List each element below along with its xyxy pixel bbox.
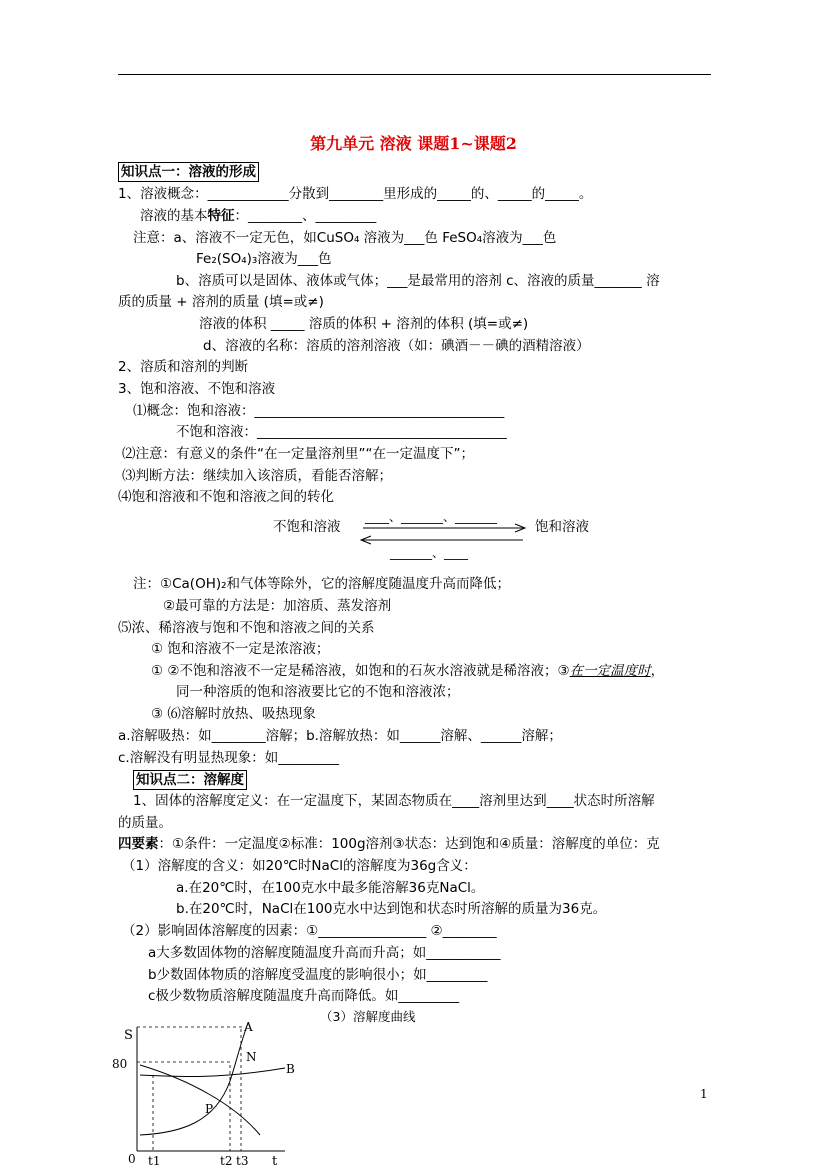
text-line: b.在20℃时，NaCl在100克水中达到饱和状态时所溶解的质量为36克。 [176, 901, 607, 917]
page-number: 1 [700, 1087, 708, 1101]
text-line: a.在20℃时，在100克水中最多能溶解36克NaCl。 [176, 880, 485, 896]
bottom-blanks: _______、____ [390, 546, 469, 560]
x-tick-t2: t2 [220, 1154, 233, 1168]
section-heading-1: 知识点一：溶液的形成 [118, 162, 259, 182]
text-line: 1、溶液概念：____________分散到________里形成的_____的、_____的_____。 [118, 186, 593, 202]
text-line: ⑸浓、稀溶液与饱和不饱和溶液之间的关系 [118, 620, 375, 636]
text-line: （3）溶解度曲线 [320, 1009, 416, 1024]
text-line: ⑶判断方法：继续加入该溶质，看能否溶解； [122, 468, 392, 484]
text-line: Fe₂(SO₄)₃溶液为___色 [196, 251, 332, 267]
text-line: a.溶解吸热：如________溶解；b.溶解放热：如______溶解、______溶解； [118, 728, 562, 744]
curve-label-n: N [246, 1050, 257, 1064]
text-line: ⑷饱和溶液和不饱和溶液之间的转化 [118, 489, 334, 505]
text-line: ⑵注意：有意义的条件“在一定量溶剂里”“在一定温度下”； [122, 446, 474, 462]
text-line: 3、饱和溶液、不饱和溶液 [118, 381, 276, 397]
text-line: 2、溶质和溶剂的判断 [118, 359, 249, 375]
text-line: ① 饱和溶液不一定是浓溶液； [151, 641, 330, 657]
curve-label-b: B [286, 1062, 295, 1076]
text-line: 溶液的基本特征：________、_________ [140, 208, 377, 224]
text-line: 1、固体的溶解度定义：在一定温度下，某固态物质在____溶剂里达到____状态时所溶解 [133, 793, 655, 809]
text-line: 不饱和溶液：_____________________________________ [176, 424, 507, 440]
header-rule [118, 74, 711, 75]
page-title: 第九单元 溶液 课题1~课题2 [310, 134, 517, 153]
solubility-curve-graph [110, 1015, 310, 1170]
text-line: ① ②不饱和溶液不一定是稀溶液，如饱和的石灰水溶液就是稀溶液；③在一定温度时， [151, 663, 665, 679]
text-line: ⑴概念：饱和溶液：_____________________________________ [133, 403, 505, 419]
y-tick-80: 80 [112, 1057, 128, 1071]
text-line: ②最可靠的方法是：加溶质、蒸发溶剂 [163, 598, 392, 614]
origin-label: 0 [128, 1152, 136, 1166]
saturated-label: 饱和溶液 [535, 519, 589, 535]
text-line: a大多数固体物的溶解度随温度升高而升高；如___________ [148, 945, 501, 961]
y-axis-label: S [124, 1028, 133, 1043]
x-tick-t3: t3 [236, 1154, 249, 1168]
text-line: 质的质量 + 溶剂的质量 (填=或≠) [118, 294, 324, 310]
curve-a [140, 1023, 248, 1135]
curve-label-a: A [244, 1020, 253, 1034]
text-line: ③ ⑹溶解时放热、吸热现象 [151, 706, 316, 722]
text-line: c极少数物质溶解度随温度升高而降低。如_________ [148, 988, 460, 1004]
x-axis-label: t [272, 1154, 278, 1169]
text-line: 溶液的体积 _____ 溶质的体积 + 溶剂的体积 (填=或≠) [199, 316, 529, 332]
text-line: 注意：a、溶液不一定无色，如CuSO₄ 溶液为___色 FeSO₄溶液为___色 [133, 230, 557, 246]
unsaturated-label: 不饱和溶液 [273, 519, 341, 535]
text-line: 四要素：①条件：一定温度②标准：100g溶剂③状态：达到饱和④质量：溶解度的单位：克 [118, 836, 660, 852]
text-line: 的质量。 [118, 815, 172, 831]
curve-label-p: P [205, 1102, 214, 1116]
text-line: （1）溶解度的含义：如20℃时NaCl的溶解度为36g含义： [122, 858, 477, 874]
top-blanks: ____、_______、_______ [365, 510, 498, 524]
text-line: b少数固体物质的溶解度受温度的影响很小；如_________ [148, 967, 488, 983]
text-line: （2）影响固体溶解度的因素：①________________ ②________ [122, 923, 497, 939]
x-tick-t1: t1 [148, 1154, 161, 1168]
text-line: 注：①Ca(OH)₂和气体等除外，它的溶解度随温度升高而降低； [133, 576, 511, 592]
text-line: b、溶质可以是固体、液体或气体；___是最常用的溶剂 c、溶液的质量_______ 溶 [176, 273, 660, 289]
section-heading-2: 知识点二：溶解度 [133, 770, 247, 790]
text-line: 同一种溶质的饱和溶液要比它的不饱和溶液浓； [176, 684, 460, 700]
text-line: c.溶解没有明显热现象：如_________ [118, 750, 339, 766]
conversion-arrows [355, 520, 535, 550]
text-line: d、溶液的名称：溶质的溶剂溶液（如：碘酒－－碘的酒精溶液） [203, 338, 590, 354]
